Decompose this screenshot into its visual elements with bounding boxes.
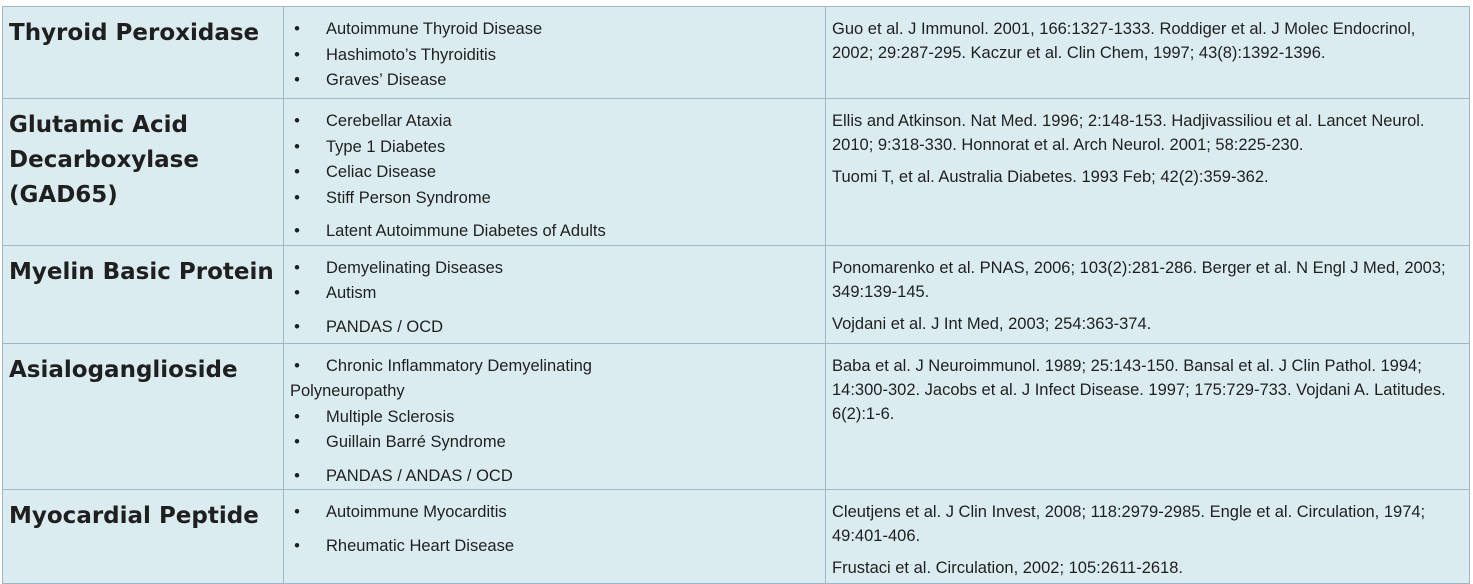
disease-cell [284, 490, 826, 584]
antigen-cell [3, 343, 284, 490]
bullet-icon: • [294, 356, 300, 375]
reference-paragraph: Guo et al. J Immunol. 2001, 166:1327-1333. Roddiger et al. J Molec Endocrinol, 2002; 29:287-295. Kaczur et al. Clin Chem, 1997; 43(8):1392-1396. [832, 20, 1416, 62]
reference-paragraph: Tuomi T, et al. Australia Diabetes. 1993 Feb; 42(2):359-362. [832, 168, 1269, 186]
table-row [3, 245, 1470, 343]
reference-text [826, 99, 1469, 189]
reference-text [826, 7, 1469, 65]
bullet-icon: • [294, 163, 300, 181]
list-item: • Demyelinating Diseases [284, 256, 825, 282]
list-item: • Rheumatic Heart Disease [284, 534, 825, 560]
reference-cell [826, 343, 1470, 490]
antibody-reference-table [2, 6, 1470, 584]
bullet-icon: • [294, 317, 300, 336]
list-item: • Chronic Inflammatory Demyelinating Polyneuropathy [284, 354, 825, 405]
disease-list [284, 344, 825, 490]
bullet-icon: • [294, 137, 300, 156]
bullet-icon: • [294, 112, 300, 130]
antigen-name: Thyroid Peroxidase [9, 20, 260, 46]
bullet-icon: • [294, 466, 300, 485]
bullet-icon: • [294, 536, 300, 555]
list-item: • Autoimmune Myocarditis [284, 500, 825, 526]
reference-paragraph: Baba et al. J Neuroimmunol. 1989; 25:143-150. Bansal et al. J Clin Pathol. 1994; 14:300-302. Jacobs et al. J Infect Disease. 1997; 175:729-733. Vojdani A. Latitudes. 6(2):1-6. [832, 356, 1446, 423]
list-item: • Autism [284, 281, 825, 307]
antigen-name: Asialoganglioside [9, 356, 238, 383]
reference-text [826, 344, 1469, 426]
list-item: • Celiac Disease [284, 160, 825, 186]
bullet-icon: • [294, 45, 300, 64]
list-item: • PANDAS / ANDAS / OCD [284, 464, 825, 490]
bullet-icon: • [294, 258, 300, 277]
list-item: • Latent Autoimmune Diabetes of Adults [284, 219, 825, 245]
antigen-cell [3, 245, 284, 343]
bullet-icon: • [294, 20, 300, 38]
antigen-cell [3, 490, 284, 584]
antigen-name: Glutamic Acid Decarboxylase (GAD65) [9, 112, 199, 208]
list-item: • Type 1 Diabetes [284, 135, 825, 161]
disease-list [284, 7, 825, 94]
antigen-cell [3, 99, 284, 246]
reference-text [826, 246, 1469, 336]
bullet-icon: • [294, 222, 300, 240]
reference-paragraph: Ellis and Atkinson. Nat Med. 1996; 2:148-153. Hadjivassiliou et al. Lancet Neurol. 2010; 9:318-330. Honnorat et al. Arch Neurol. 2001; 58:225-230. [832, 112, 1425, 154]
antigen-name: Myocardial Peptide [9, 503, 259, 529]
reference-paragraph: Frustaci et al. Circulation, 2002; 105:2611-2618. [832, 559, 1183, 577]
list-item: • Graves’ Disease [284, 68, 825, 94]
reference-paragraph: Vojdani et al. J Int Med, 2003; 254:363-374. [832, 314, 1152, 333]
disease-cell [284, 245, 826, 343]
table-row [3, 343, 1470, 490]
antigen-name: Myelin Basic Protein [9, 258, 274, 285]
disease-cell [284, 99, 826, 246]
list-item: • Stiff Person Syndrome [284, 186, 825, 212]
reference-paragraph: Ponomarenko et al. PNAS, 2006; 103(2):281-286. Berger et al. N Engl J Med, 2003; 349:139-145. [832, 258, 1446, 301]
list-item: • Cerebellar Ataxia [284, 109, 825, 135]
disease-cell [284, 343, 826, 490]
table-row [3, 7, 1470, 99]
bullet-icon: • [294, 71, 300, 89]
bullet-icon: • [294, 407, 300, 426]
list-item-continuation: Polyneuropathy [290, 382, 405, 400]
bullet-icon: • [294, 433, 300, 451]
reference-cell [826, 99, 1470, 246]
table-row [3, 99, 1470, 246]
bullet-icon: • [294, 188, 300, 207]
reference-cell [826, 7, 1470, 99]
list-item: • PANDAS / OCD [284, 315, 825, 341]
reference-paragraph: Cleutjens et al. J Clin Invest, 2008; 118:2979-2985. Engle et al. Circulation, 1974; 49:401-406. [832, 503, 1426, 545]
reference-cell [826, 245, 1470, 343]
bullet-icon: • [294, 284, 300, 302]
disease-cell [284, 7, 826, 99]
disease-list [284, 99, 825, 245]
list-item: • Multiple Sclerosis [284, 405, 825, 431]
antigen-cell [3, 7, 284, 99]
bullet-icon: • [294, 503, 300, 521]
list-item: • Guillain Barré Syndrome [284, 430, 825, 456]
table-row [3, 490, 1470, 584]
list-item: • Autoimmune Thyroid Disease [284, 17, 825, 43]
list-item: • Hashimoto’s Thyroiditis [284, 43, 825, 69]
reference-text [826, 490, 1469, 580]
reference-cell [826, 490, 1470, 584]
disease-list [284, 246, 825, 341]
disease-list [284, 490, 825, 559]
